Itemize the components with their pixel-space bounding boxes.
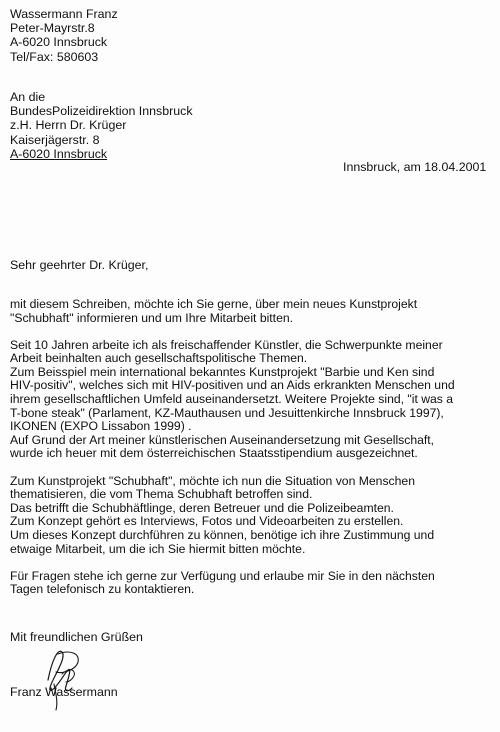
body-line: wurde ich heuer mit dem österreichischen Staatsstipendium ausgezeichnet. <box>10 446 418 461</box>
recipient-line-3: z.H. Herrn Dr. Krüger <box>10 118 127 133</box>
sender-city: A-6020 Innsbruck <box>10 35 108 50</box>
recipient-line-4: Kaiserjägerstr. 8 <box>10 132 100 147</box>
letter-body <box>10 298 492 597</box>
recipient-line-1: An die <box>10 90 46 104</box>
body-line: Für Fragen stehe ich gerne zur Verfügung und erlaube mir Sie in den nächsten <box>10 568 435 583</box>
body-line: "Schubhaft" informieren und um Ihre Mitarbeit bitten. <box>10 310 294 325</box>
body-line: ihrem gesellschaftlichen Umfeld auseinandersetzt. Weitere Projekte sind, "it was a <box>10 392 454 407</box>
recipient-address <box>10 90 193 161</box>
body-line: Zum Kunstprojekt "Schubhaft", möchte ich nun die Situation von Menschen <box>10 473 415 488</box>
sender-address <box>10 7 118 64</box>
body-line: Seit 10 Jahren arbeite ich als freischaffender Künstler, die Schwerpunkte meiner <box>10 337 443 352</box>
body-line: Zum Beisspiel mein international bekanntes Kunstprojekt "Barbie und Ken sind <box>10 364 435 379</box>
sender-street: Peter-Mayrstr.8 <box>10 21 95 36</box>
recipient-line-2: BundesPolizeidirektion Innsbruck <box>10 104 193 119</box>
body-line: Das betrifft die Schubhäftlinge, deren Betreuer und die Polizeibeamten. <box>10 500 394 515</box>
recipient-line-5: A-6020 Innsbruck <box>10 146 108 161</box>
letter-date: Innsbruck, am 18.04.2001 <box>343 160 487 174</box>
salutation: Sehr geehrter Dr. Krüger, <box>10 258 149 272</box>
body-line: Zum Konzept gehört es Interviews, Fotos und Videoarbeiten zu erstellen. <box>10 514 404 529</box>
body-line: Tagen telefonisch zu kontaktieren. <box>10 582 195 597</box>
body-line: thematisieren, die vom Thema Schubhaft betroffen sind. <box>10 487 313 502</box>
body-line: T-bone steak" (Parlament, KZ-Mauthausen und Jesuittenkirche Innsbruck 1997), <box>10 405 444 420</box>
body-line: Um dieses Konzept durchführen zu können, benötige ich ihre Zustimmung und <box>10 527 435 542</box>
body-line: mit diesem Schreiben, möchte ich Sie gerne, über mein neues Kunstprojekt <box>10 297 418 311</box>
body-line: Arbeit beinhalten auch gesellschaftspolitische Themen. <box>10 351 308 366</box>
sender-phone: Tel/Fax: 580603 <box>10 49 99 64</box>
closing: Mit freundlichen Grüßen <box>10 630 143 644</box>
body-line: IKONEN (EXPO Lissabon 1999) . <box>10 419 192 434</box>
signer-name: Franz Wassermann <box>10 685 118 699</box>
body-line: etwaige Mitarbeit, um die ich Sie hiermit bitten möchte. <box>10 541 306 556</box>
body-line: Auf Grund der Art meiner künstlerischen Auseinandersetzung mit Gesellschaft, <box>10 432 435 447</box>
body-line: HIV-positiv", welches sich mit HIV-positiven und an Aids erkrankten Menschen und <box>10 378 455 393</box>
sender-name: Wassermann Franz <box>10 7 118 21</box>
handwritten-signature <box>18 640 98 712</box>
